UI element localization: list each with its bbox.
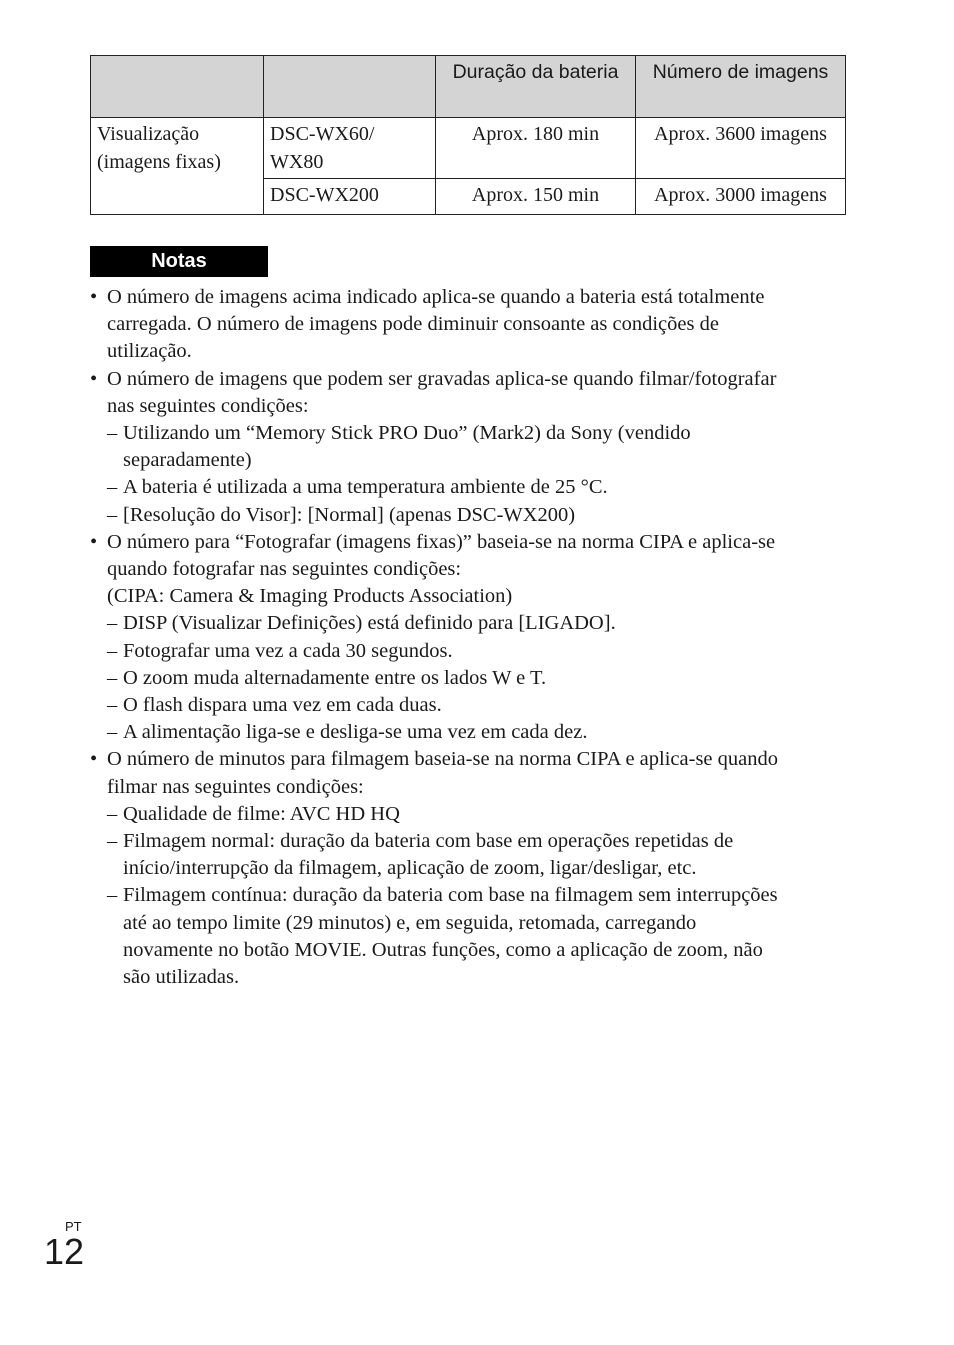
bullet-marker: •	[90, 530, 98, 553]
table-cell-images: Aprox. 3600 imagens	[636, 118, 846, 179]
note-subitem: – A alimentação liga-se e desliga-se uma vez em cada dez.	[90, 719, 850, 746]
dash-marker: –	[107, 666, 118, 689]
dash-marker: –	[107, 503, 118, 526]
dash-marker: –	[107, 422, 118, 445]
note-line: utilização.	[107, 340, 192, 363]
dash-marker: –	[107, 802, 118, 825]
note-subitem: – DISP (Visualizar Definições) está definido para [LIGADO].	[90, 610, 850, 637]
note-subitem-line: novamente no botão MOVIE. Outras funções, como a aplicação de zoom, não	[123, 938, 763, 961]
table-cell-images: Aprox. 3000 imagens	[636, 179, 846, 215]
table-cell-duration: Aprox. 150 min	[436, 179, 636, 215]
note-bullet-1: • O número de imagens acima indicado aplica-se quando a bateria está totalmente	[90, 284, 850, 311]
table-header-duration: Duração da bateria	[436, 56, 636, 118]
notes-list	[90, 284, 850, 991]
note-line: carregada. O número de imagens pode diminuir consoante as condições de	[107, 313, 719, 336]
note-bullet-3: • O número para “Fotografar (imagens fixas)” baseia-se na norma CIPA e aplica-se	[90, 529, 850, 556]
note-subitem-line: são utilizadas.	[123, 966, 240, 989]
table-group-label: Visualização (imagens fixas)	[91, 118, 264, 215]
note-line: nas seguintes condições:	[107, 394, 309, 417]
note-subitem-line: até ao tempo limite (29 minutos) e, em seguida, retomada, carregando	[123, 911, 697, 934]
page-number: 12	[44, 1231, 85, 1272]
note-subitem: – O flash dispara uma vez em cada duas.	[90, 692, 850, 719]
note-subitem: – A bateria é utilizada a uma temperatura ambiente de 25 °C.	[90, 474, 850, 501]
note-subitem: – Filmagem normal: duração da bateria com base em operações repetidas de	[90, 828, 850, 855]
table-header-empty-1	[91, 56, 264, 118]
table-cell-model: DSC-WX200	[264, 179, 436, 215]
note-subitem: – Utilizando um “Memory Stick PRO Duo” (Mark2) da Sony (vendido	[90, 420, 850, 447]
table-row	[91, 118, 846, 179]
table-cell-duration: Aprox. 180 min	[436, 118, 636, 179]
table-cell-model: DSC-WX60/ WX80	[264, 118, 436, 179]
note-subitem: – Filmagem contínua: duração da bateria com base na filmagem sem interrupções	[90, 882, 850, 909]
bullet-marker: •	[90, 286, 98, 308]
bullet-marker: •	[90, 367, 98, 390]
dash-marker: –	[107, 694, 118, 717]
page-language-code: PT	[65, 1219, 82, 1234]
notes-heading: Notas	[90, 246, 268, 277]
note-line: quando fotografar nas seguintes condições:	[107, 558, 462, 581]
note-subitem: – Fotografar uma vez a cada 30 segundos.	[90, 638, 850, 665]
dash-marker: –	[107, 476, 118, 499]
note-subitem: – Qualidade de filme: AVC HD HQ	[90, 801, 850, 828]
note-bullet-4: • O número de minutos para filmagem baseia-se na norma CIPA e aplica-se quando	[90, 746, 850, 773]
dash-marker: –	[107, 721, 118, 744]
dash-marker: –	[107, 639, 118, 662]
dash-marker: –	[107, 830, 118, 853]
dash-marker: –	[107, 612, 118, 635]
bullet-marker: •	[90, 748, 98, 771]
note-subitem: – O zoom muda alternadamente entre os lados W e T.	[90, 665, 850, 692]
note-subitem: – [Resolução do Visor]: [Normal] (apenas DSC-WX200)	[90, 502, 850, 529]
note-line: filmar nas seguintes condições:	[107, 775, 364, 798]
table-header-empty-2	[264, 56, 436, 118]
table-header-row	[91, 56, 846, 118]
battery-spec-table	[90, 55, 846, 215]
note-line: (CIPA: Camera & Imaging Products Association)	[107, 585, 513, 608]
note-bullet-2: • O número de imagens que podem ser gravadas aplica-se quando filmar/fotografar	[90, 366, 850, 393]
note-subitem-line: início/interrupção da filmagem, aplicação de zoom, ligar/desligar, etc.	[123, 857, 697, 880]
dash-marker: –	[107, 884, 118, 907]
note-subitem-line: separadamente)	[123, 449, 252, 472]
table-header-images: Número de imagens	[636, 56, 846, 118]
